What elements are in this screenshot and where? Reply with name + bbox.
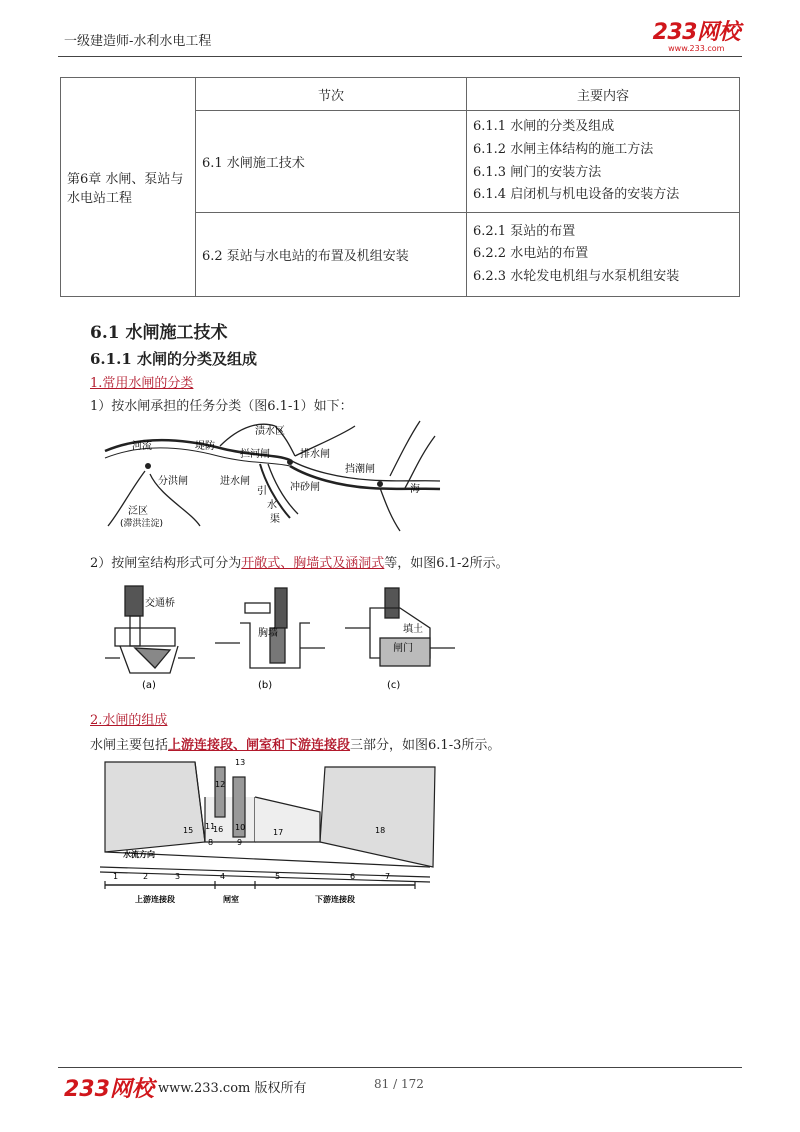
footer-site[interactable]: www.233.com 版权所有 <box>158 1081 307 1096</box>
highlight-text: 开敞式、胸墙式及涵洞式 <box>241 556 385 571</box>
footer-logo[interactable]: 233网校 <box>64 1077 154 1102</box>
text-span: 三部分，如图6.1-3所示。 <box>350 738 501 753</box>
content-line: 6.1.3 闸门的安装方法 <box>473 164 602 180</box>
paragraph <box>90 552 509 571</box>
num-label: 6 <box>350 872 356 881</box>
label-flood-zone-note: (滞洪洼淀) <box>120 519 164 529</box>
label-blocking-gate: 拦河闸 <box>240 449 270 460</box>
subsection-heading: 6.1.1 水闸的分类及组成 <box>90 350 257 368</box>
col-header-content: 主要内容 <box>467 78 740 111</box>
num-label: 15 <box>183 826 194 835</box>
label-tide-gate: 挡潮闸 <box>345 464 375 475</box>
section-cell: 6.1 水闸施工技术 <box>196 111 467 213</box>
content-line: 6.1.2 水闸主体结构的施工方法 <box>473 141 654 157</box>
num-label: 5 <box>275 872 281 881</box>
label-a: (a) <box>142 680 156 691</box>
num-label: 12 <box>215 780 226 789</box>
label-b: (b) <box>258 680 273 691</box>
figure-gate-layout <box>100 416 445 534</box>
figure-gate-composition <box>95 757 440 907</box>
label-c: (c) <box>387 680 401 691</box>
label-qu: 渠 <box>270 514 280 525</box>
section-cell: 6.2 泵站与水电站的布置及机组安装 <box>196 213 467 297</box>
text-span: 水闸主要包括 <box>90 738 169 753</box>
num-label: 17 <box>273 828 284 837</box>
label-flow-direction: 水流方向 <box>123 850 155 859</box>
chapter-table <box>60 77 740 297</box>
num-label: 18 <box>375 826 386 835</box>
label-chamber: 闸室 <box>223 895 239 904</box>
label-flood-zone: 泛区 <box>128 506 148 517</box>
paragraph: 1）按水闸承担的任务分类（图6.1-1）如下： <box>90 399 353 414</box>
content-line: 6.1.1 水闸的分类及组成 <box>473 119 615 135</box>
highlight-text: 上游连接段、闸室和下游连接段 <box>168 738 351 753</box>
logo-text: 233网校 <box>652 20 740 45</box>
topic-heading: 2.水闸的组成 <box>90 713 168 728</box>
label-drain-gate: 排水闸 <box>300 449 330 460</box>
label-flood-gate: 分洪闸 <box>158 476 188 487</box>
label-dike: 堤防 <box>195 441 215 452</box>
paragraph <box>90 734 500 753</box>
content-line: 6.1.4 启闭机与机电设备的安装方法 <box>473 187 680 203</box>
logo-url: www.233.com <box>668 44 725 53</box>
label-yin: 引 <box>257 486 267 497</box>
text-span: 2）按闸室结构形式可分为 <box>90 556 242 571</box>
label-bridge: 交通桥 <box>145 598 175 609</box>
section-heading: 6.1 水闸施工技术 <box>90 323 228 343</box>
content-cell <box>467 111 740 213</box>
num-label: 3 <box>175 872 181 881</box>
text-span: 等，如图6.1-2所示。 <box>384 556 509 571</box>
label-downstream: 下游连接段 <box>315 895 355 904</box>
num-label: 13 <box>235 758 246 767</box>
num-label: 2 <box>143 872 149 881</box>
col-header-section: 节次 <box>196 78 467 111</box>
figure-gate-types <box>100 578 460 696</box>
content-line: 6.2.2 水电站的布置 <box>473 246 589 262</box>
label-shui: 水 <box>267 500 277 511</box>
num-label: 8 <box>208 838 214 847</box>
label-upstream: 上游连接段 <box>135 895 175 904</box>
content-line: 6.2.1 泵站的布置 <box>473 223 576 239</box>
content-line: 6.2.3 水轮发电机组与水泵机组安装 <box>473 268 680 284</box>
num-label: 11 <box>205 822 216 831</box>
num-label: 7 <box>385 872 391 881</box>
num-label: 1 <box>113 872 119 881</box>
label-waterlog: 渍水区 <box>255 426 285 437</box>
label-intake-gate: 进水闸 <box>220 476 250 487</box>
label-gate: 闸门 <box>393 643 413 654</box>
label-breast-wall: 胸墙 <box>258 628 278 639</box>
header-title: 一级建造师-水利水电工程 <box>64 34 212 49</box>
label-river: 河流 <box>132 441 152 452</box>
label-sea: 海 <box>410 484 420 495</box>
label-fill: 填土 <box>403 624 423 635</box>
num-label: 4 <box>220 872 226 881</box>
content-cell <box>467 213 740 297</box>
chapter-cell: 第6章 水闸、泵站与水电站工程 <box>61 78 196 297</box>
page-number: 81 / 172 <box>374 1077 424 1091</box>
num-label: 16 <box>213 825 224 834</box>
num-label: 10 <box>235 823 246 832</box>
topic-heading: 1.常用水闸的分类 <box>90 376 194 391</box>
header-divider <box>58 56 742 57</box>
footer-divider <box>58 1067 742 1068</box>
label-sand-gate: 冲砂闸 <box>290 482 320 493</box>
brand-logo[interactable] <box>653 22 740 53</box>
num-label: 9 <box>237 838 243 847</box>
